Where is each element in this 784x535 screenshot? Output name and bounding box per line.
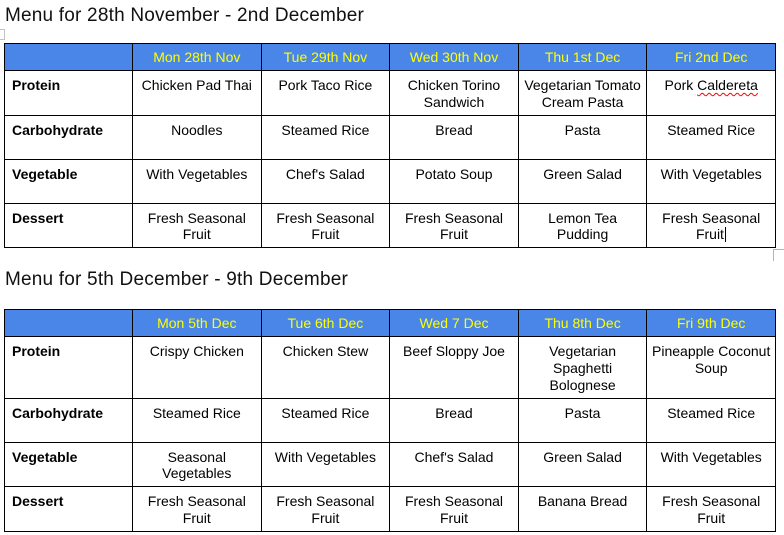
row-label-cell[interactable]: Protein [5,337,133,398]
misspelled-word: Caldereta [697,77,758,93]
menu-cell[interactable]: Steamed Rice [647,115,776,159]
row-label-cell[interactable]: Vegetable [5,159,133,203]
menu-cell[interactable]: Green Salad [518,159,647,203]
row-label-cell[interactable]: Dessert [5,203,133,248]
menu-cell[interactable]: Bread [390,398,519,442]
menu-cell[interactable]: Banana Bread [518,487,647,532]
menu-cell[interactable]: Beef Sloppy Joe [390,337,519,398]
row-label-cell[interactable]: Carbohydrate [5,115,133,159]
menu-section-week1 [0,0,784,248]
menu-cell[interactable]: Crispy Chicken [133,337,262,398]
day-header-cell[interactable]: Wed 30th Nov [390,44,519,71]
menu-cell[interactable]: Steamed Rice [261,115,390,159]
row-label-cell[interactable]: Dessert [5,487,133,532]
day-header-cell[interactable]: Thu 8th Dec [518,310,647,337]
day-header-cell[interactable]: Wed 7 Dec [390,310,519,337]
menu-row-carbohydrate [5,398,776,442]
menu-cell[interactable]: Chicken Pad Thai [133,71,262,116]
menu-cell[interactable]: With Vegetables [647,442,776,487]
menu-row-vegetable [5,159,776,203]
row-label-cell[interactable]: Protein [5,71,133,116]
menu-section-week2 [0,248,784,532]
menu-cell[interactable]: Seasonal Vegetables [133,442,262,487]
text-cursor-icon [725,227,727,242]
menu-cell[interactable]: Pork Caldereta [647,71,776,116]
menu-row-protein [5,337,776,398]
corner-header-cell[interactable] [5,310,133,337]
day-header-cell[interactable]: Tue 29th Nov [261,44,390,71]
menu-row-dessert [5,487,776,532]
day-header-cell[interactable]: Mon 5th Dec [133,310,262,337]
day-header-cell[interactable]: Mon 28th Nov [133,44,262,71]
table-handle-icon[interactable] [0,29,5,40]
row-label-cell[interactable]: Vegetable [5,442,133,487]
menu-cell[interactable]: Green Salad [518,442,647,487]
menu-cell[interactable]: Fresh Seasonal Fruit [647,487,776,532]
menu-cell[interactable]: Pasta [518,115,647,159]
menu-cell[interactable]: Chef's Salad [390,442,519,487]
menu-cell[interactable]: Bread [390,115,519,159]
menu-cell[interactable]: Pork Taco Rice [261,71,390,116]
menu-row-protein [5,71,776,116]
menu-cell[interactable]: Steamed Rice [261,398,390,442]
menu-cell[interactable]: Vegetarian Spaghetti Bolognese [518,337,647,398]
corner-header-cell[interactable] [5,44,133,71]
menu-cell[interactable]: Noodles [133,115,262,159]
menu-cell[interactable]: Steamed Rice [647,398,776,442]
menu-row-carbohydrate [5,115,776,159]
menu-table-week2[interactable] [4,309,776,532]
menu-row-vegetable [5,442,776,487]
day-header-cell[interactable]: Tue 6th Dec [261,310,390,337]
table-header-row [5,44,776,71]
menu-cell[interactable]: With Vegetables [647,159,776,203]
section-title-week1[interactable]: Menu for 28th November - 2nd December [5,5,365,26]
menu-cell[interactable]: Chicken Stew [261,337,390,398]
menu-row-dessert [5,203,776,248]
section-title-week2[interactable]: Menu for 5th December - 9th December [5,269,349,291]
menu-cell[interactable]: With Vegetables [261,442,390,487]
menu-cell[interactable]: Chicken Torino Sandwich [390,71,519,116]
menu-cell[interactable]: Chef's Salad [261,159,390,203]
menu-cell[interactable]: Pineapple Coconut Soup [647,337,776,398]
menu-cell[interactable]: Fresh Seasonal Fruit [647,203,776,248]
menu-cell[interactable]: Potato Soup [390,159,519,203]
menu-cell[interactable]: Vegetarian Tomato Cream Pasta [518,71,647,116]
day-header-cell[interactable]: Fri 9th Dec [647,310,776,337]
table-header-row [5,310,776,337]
day-header-cell[interactable]: Thu 1st Dec [518,44,647,71]
menu-cell[interactable]: Pasta [518,398,647,442]
day-header-cell[interactable]: Fri 2nd Dec [647,44,776,71]
menu-cell[interactable]: With Vegetables [133,159,262,203]
menu-cell[interactable]: Fresh Seasonal Fruit [261,203,390,248]
menu-cell[interactable]: Fresh Seasonal Fruit [390,487,519,532]
menu-cell[interactable]: Lemon Tea Pudding [518,203,647,248]
menu-cell[interactable]: Fresh Seasonal Fruit [261,487,390,532]
menu-cell[interactable]: Fresh Seasonal Fruit [390,203,519,248]
table-resize-handle-icon[interactable] [773,249,784,261]
menu-cell[interactable]: Fresh Seasonal Fruit [133,203,262,248]
menu-cell[interactable]: Steamed Rice [133,398,262,442]
menu-table-week1[interactable] [4,43,776,248]
row-label-cell[interactable]: Carbohydrate [5,398,133,442]
menu-cell[interactable]: Fresh Seasonal Fruit [133,487,262,532]
